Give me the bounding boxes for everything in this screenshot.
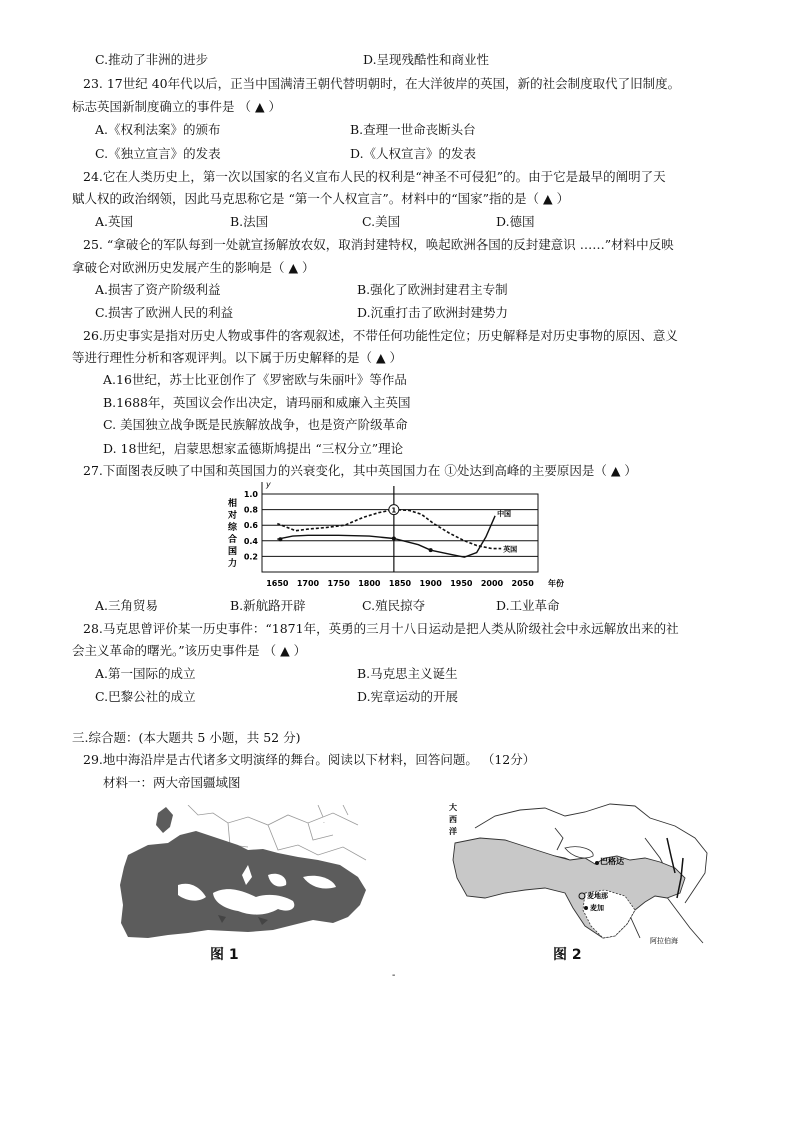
q25-option-b: B.强化了欧洲封建君主专制 — [357, 282, 508, 297]
map2-label-arabian-sea: 阿拉伯海 — [650, 937, 678, 945]
q24-option-b: B.法国 — [230, 214, 269, 229]
chart-ytick-0: 1.0 — [243, 490, 258, 499]
chart-ytick-2: 0.6 — [243, 521, 258, 531]
q24-stem-line2: 赋人权的政治纲领，因此马克思称它是 “第一个人权宣言”。材料中的“国家”指的是（ ▲ ） — [72, 191, 570, 206]
chart-xtick-5: 1900 — [419, 579, 442, 588]
chart-ylabel-3: 综 — [228, 523, 238, 533]
chart-ylabel-6: 力 — [228, 559, 238, 569]
q26-option-a: A.16世纪，苏士比亚创作了《罗密欧与朱丽叶》等作品 — [103, 372, 407, 387]
q26-option-c: C. 美国独立战争既是民族解放战争，也是资产阶级革命 — [103, 417, 408, 432]
q26-option-d: D. 18世纪，启蒙思想家孟德斯鸠提出 “三权分立”理论 — [103, 441, 404, 456]
q25-option-d: D.沉重打击了欧洲封建势力 — [357, 305, 509, 320]
chart-ytick-4: 0.2 — [243, 552, 258, 562]
chart-xtick-8: 2050 — [511, 579, 534, 588]
q24-option-a: A.英国 — [95, 214, 134, 229]
chart-ylabel-2: 对 — [228, 511, 238, 521]
section3-heading: 三.综合题：(本大题共 5 小题，共 52 分) — [72, 730, 301, 745]
chart-ytick-1: 0.8 — [243, 505, 258, 515]
chart-xtick-2: 1750 — [327, 579, 350, 588]
map2-label-atlantic-2: 西 — [449, 815, 457, 824]
q28-option-b: B.马克思主义诞生 — [357, 666, 458, 681]
q27-option-b: B.新航路开辟 — [230, 598, 306, 613]
q24-stem-line1: 24.它在人类历史上，第一次以国家的名义宣布人民的权利是“神圣不可侵犯”的。由于它是最早的阐明了天 — [83, 169, 666, 184]
chart-y-axis-mark: y — [266, 480, 271, 489]
chart-xtick-6: 1950 — [450, 579, 473, 588]
chart-series-china — [277, 516, 495, 557]
map-figure-2 — [445, 798, 720, 948]
map2-label-baghdad: 巴格达 — [600, 857, 624, 866]
power-comparison-chart — [220, 478, 580, 592]
q25-stem-line1: 25. “拿破仑的军队每到一处就宣扬解放农奴，取消封建特权，唤起欧洲各国的反封建意识 ……”材料中反映 — [83, 237, 674, 252]
q26-stem-line1: 26.历史事实是指对历史人物或事件的客观叙述，不带任何功能性定位；历史解释是对历史事物的原因、意义 — [83, 328, 678, 343]
chart-plot-frame — [262, 494, 538, 572]
q27-option-a: A.三角贸易 — [95, 598, 159, 613]
chart-series-label-china: 中国 — [497, 509, 512, 518]
chart-point-china-2 — [429, 548, 433, 552]
chart-ylabel-5: 国 — [228, 547, 238, 557]
q28-option-a: A.第一国际的成立 — [95, 666, 196, 681]
q22-option-c: C.推动了非洲的进步 — [95, 52, 209, 67]
q23-option-a: A.《权利法案》的颁布 — [95, 122, 221, 137]
chart-series-label-britain: 英国 — [503, 545, 518, 554]
q23-stem-line2: 标志英国新制度确立的事件是 （ ▲ ） — [72, 99, 282, 114]
q25-option-a: A.损害了资产阶级利益 — [95, 282, 221, 297]
map2-label-mecca: 麦地那 — [587, 892, 608, 900]
chart-ylabel-4: 合 — [228, 535, 238, 545]
chart-xtick-1: 1700 — [296, 579, 320, 588]
map-figure-1 — [118, 805, 368, 940]
map2-label-medina: 麦加 — [590, 904, 604, 912]
q27-option-c: C.殖民掠夺 — [362, 598, 426, 613]
footer-mark: - — [392, 970, 396, 981]
q22-option-d: D.呈现残酷性和商业性 — [363, 52, 490, 67]
q23-option-d: D.《人权宣言》的发表 — [350, 146, 477, 161]
figure-1-label: 图 1 — [210, 947, 239, 963]
q23-option-b: B.查理一世命丧断头台 — [350, 122, 476, 137]
q28-option-c: C.巴黎公社的成立 — [95, 689, 196, 704]
chart-xtick-3: 1800 — [358, 579, 381, 588]
q26-stem-line2: 等进行理性分析和客观评判。以下属于历史解释的是（ ▲ ） — [72, 350, 403, 365]
chart-xtick-7: 2000 — [480, 579, 504, 588]
chart-ytick-3: 0.4 — [243, 536, 258, 546]
q26-option-b: B.1688年，英国议会作出决定，请玛丽和威廉入主英国 — [103, 395, 411, 410]
chart-xlabel: 年份 — [548, 579, 564, 588]
map2-label-atlantic-1: 大 — [449, 803, 457, 812]
figure-2-label: 图 2 — [553, 947, 582, 963]
q28-stem-line1: 28.马克思曾评价某一历史事件：“1871年，英勇的三月十八日运动是把人类从阶级社会中永远解放出来的社 — [83, 621, 679, 636]
q24-option-d: D.德国 — [496, 214, 535, 229]
q27-stem-line1: 27.下面图表反映了中国和英国国力的兴衰变化，其中英国国力在 ①处达到高峰的主要原因是（ ▲ ） — [83, 463, 637, 478]
q28-option-d: D.宪章运动的开展 — [357, 689, 459, 704]
q24-option-c: C.美国 — [362, 214, 401, 229]
q29-stem: 29.地中海沿岸是古代诸多文明演绎的舞台。阅读以下材料，回答问题。 （12分） — [83, 752, 536, 767]
chart-xtick-0: 1650 — [266, 579, 289, 588]
q25-stem-line2: 拿破仑对欧洲历史发展产生的影响是（ ▲ ） — [72, 260, 315, 275]
chart-series-britain — [277, 510, 501, 549]
q23-stem-line1: 23. 17世纪 40年代以后，正当中国满清王朝代替明朝时，在大洋彼岸的英国，新的社会制度取代了旧制度。 — [83, 76, 681, 91]
material1-caption: 材料一：两大帝国疆域图 — [103, 775, 241, 790]
map1-label-left: · — [323, 820, 325, 827]
chart-ylabel-1: 相 — [228, 499, 238, 509]
chart-xtick-4: 1850 — [388, 579, 412, 588]
q25-option-c: C.损害了欧洲人民的利益 — [95, 305, 234, 320]
q23-option-c: C.《独立宣言》的发表 — [95, 146, 221, 161]
map2-label-atlantic-3: 洋 — [449, 827, 457, 836]
chart-marker-label: 1 — [391, 506, 397, 515]
q27-option-d: D.工业革命 — [496, 598, 560, 613]
chart-point-china-0 — [278, 537, 282, 541]
q28-stem-line2: 会主义革命的曙光。”该历史事件是 （ ▲ ） — [72, 643, 307, 658]
